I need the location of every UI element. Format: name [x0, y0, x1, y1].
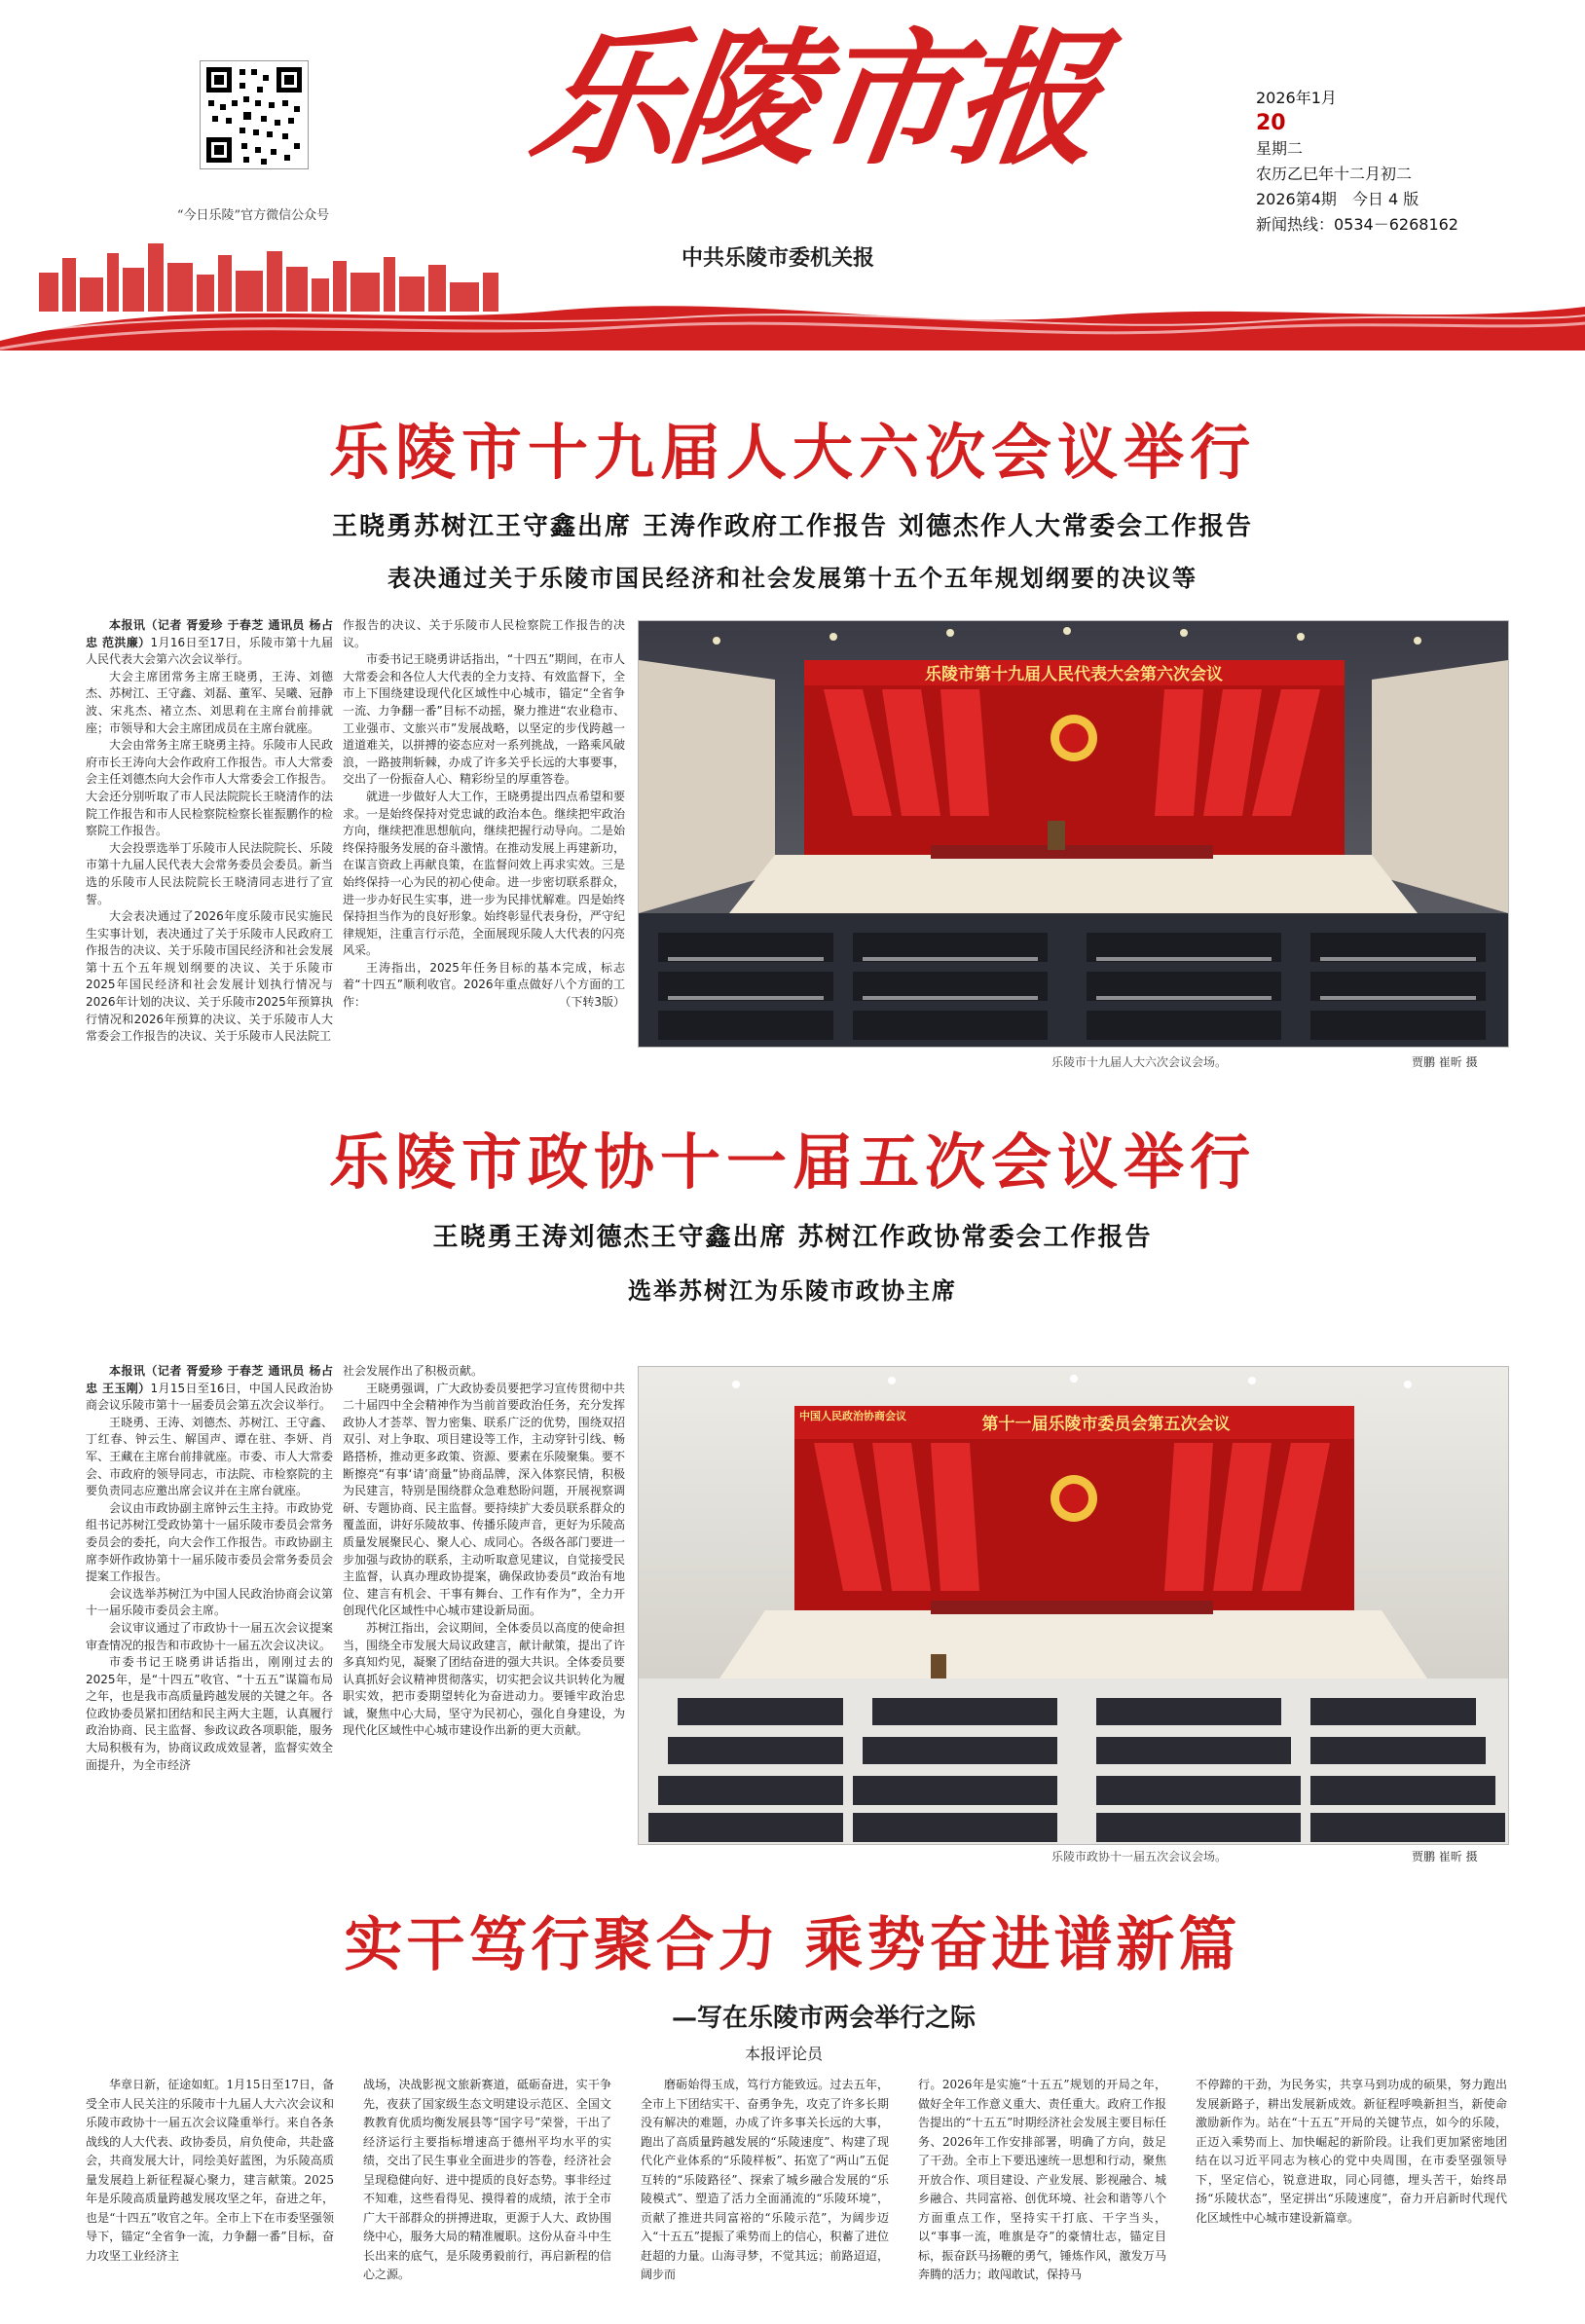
story1-photo-caption: 乐陵市十九届人大六次会议会场。 — [1051, 1055, 1228, 1069]
story1-banner: 乐陵市第十九届人民代表大会第六次会议 — [925, 665, 1223, 684]
story3-column-3 — [641, 2076, 889, 2306]
story1-paragraph: 1月16日至17日，乐陵市第十九届人民代表大会第六次会议举行。 — [86, 635, 333, 667]
story2-photo — [638, 1366, 1509, 1845]
story3-paragraph: 行。2026年是实施“十五五”规划的开局之年，做好全年工作意义重大、责任重大。政府工作报告提出的“十五五”时期经济社会发展主要目标任务、2026年工作安排部署，明确了方向，鼓足了干劲。全市上下要迅速统一思想和行动，聚焦开放合作、项目建设、产业发展、影视融合、城乡融合、共同富裕、创优环境、社会和谐等八个方面重点工作，坚持实干打底、干字当头，以“事事一流，唯旗是夺”的豪情壮志，锚定目标，振奋跃马扬鞭的勇气，锤炼作风，激发万马奔腾的活力；敢闯敢试，保持马 — [918, 2078, 1166, 2281]
story2-paragraph: 1月15日至16日，中国人民政治协商会议乐陵市第十一届委员会第五次会议举行。 — [86, 1381, 333, 1413]
story1-column-1 — [86, 617, 333, 1044]
organ-title: 中共乐陵市委机关报 — [682, 246, 875, 271]
story3-column-2 — [363, 2076, 611, 2306]
story2-photo-caption: 乐陵市政协十一届五次会议会场。 — [1051, 1850, 1228, 1863]
story3-headline: 实干笃行聚合力 乘势奋进谱新篇 — [344, 1911, 1241, 1979]
date-day: 20 — [1256, 111, 1286, 135]
cityscape-banner — [0, 234, 1585, 350]
story3-column-5 — [1196, 2076, 1507, 2306]
story1-paragraph: 就进一步做好人大工作，王晓勇提出四点希望和要求。一是始终保持对党忠诚的政治本色。继续把牢政治方向，继续把准思想航向，继续把握行动导向。二是始终保持服务发展的奋斗激情。在推动发展上再建新功，在谋言资政上再献良策，在监督问效上再求实效。三是始终保持一心为民的初心使命。进一步密切联系群众，进一步办好民生实事，进一步为民排忧解难。四是始终保持担当作为的良好形象。始终彰显代表身份，严守纪律规矩，注重言行示范，全面展现乐陵人大代表的闪亮风采。 — [343, 789, 625, 958]
story3-paragraph: 磨砺始得玉成，笃行方能致远。过去五年，全市上下团结实干、奋勇争先，攻克了许多长期没有解决的难题，办成了许多事关长远的大事，跑出了高质量跨越发展的“乐陵速度”、构建了现代化产业体系的“乐陵样板”、拓宽了“两山”五促互转的“乐陵路径”、探索了城乡融合发展的“乐陵模式”、塑造了活力全面涌流的“乐陵环境”，贡献了推进共同富裕的“乐陵示范”，为阔步迈入“十五五”提振了乘势而上的信心，积蓄了进位赶超的力量。山海寻梦，不觉其远；前路迢迢，阔步而 — [641, 2078, 889, 2281]
story1-paragraph: 大会表决通过了2026年度乐陵市民实施民生实事计划，表决通过了关于乐陵市人民政府工作报告的决议、关于乐陵市国民经济和社会发展第十五个五年规划纲要的决议、关于乐陵市2025年国民经济和社会发展计划执行情况与2026年计划的决议、关于乐陵市2025年预算执行情况和2026年预算的决议、关于乐陵市人大常委会工作报告的决议、关于乐陵市人民法院工 — [86, 909, 333, 1044]
story2-banner-left: 中国人民政治协商会议 — [799, 1410, 906, 1422]
story3-paragraph: 华章日新，征途如虹。1月15日至17日，备受全市人民关注的乐陵市十九届人大六次会议和乐陵市政协十一届五次会议隆重举行。来自各条战线的人大代表、政协委员，肩负使命，共赴盛会，共商发展大计，同绘美好蓝图，为乐陵高质量发展趋上新征程凝心聚力，建言献策。2025年是乐陵高质量跨越发展攻坚之年，奋进之年，也是“十四五”收官之年。全市上下在市委坚强领导下，锚定“全省争一流，力争翻一番”目标，奋力攻坚工业经济主 — [86, 2078, 334, 2263]
story1-photo — [638, 620, 1509, 1048]
story1-paragraph: 作报告的决议、关于乐陵市人民检察院工作报告的决议。 — [343, 618, 625, 649]
story1-paragraph: 大会投票选举丁乐陵市人民法院院长、乐陵市第十九届人民代表大会常务委员会委员。新当选的乐陵市人民法院院长王晓清同志进行了宣誓。 — [86, 840, 333, 906]
story3-column-1 — [86, 2076, 334, 2306]
story2-paragraph: 王晓勇强调，广大政协委员要把学习宣传贯彻中共二十届四中全会精神作为当前首要政治任务，充分发挥政协人才荟萃、智力密集、联系广泛的优势，围绕双招双引、对上争取、项目建设等工作，主动穿针引线、畅路搭桥，推动更多政策、资源、要素在乐陵聚集。要不断擦亮“有事‘请’商量”协商品牌，深入体察民情，积极为民建言，特别是围绕群众急难愁盼问题，开展视察调研、专题协商、民主监督。要持续扩大委员联系群众的覆盖面，讲好乐陵故事、传播乐陵声音，更好为乐陵高质量发展聚民心、聚人心、成同心。各级各部门要进一步加强与政协的联系，主动听取意见建议，自觉接受民主监督，认真办理政协提案，确保政协委员“政治有地位、建言有机会、干事有舞台、工作有作为”，全力开创现代化区域性中心城市建设新局面。 — [343, 1381, 625, 1618]
news-hotline: 新闻热线：0534－6268162 — [1256, 215, 1458, 234]
story2-subhead2: 选举苏树江为乐陵市政协主席 — [628, 1277, 957, 1305]
story2-paragraph: 社会发展作出了积极贡献。 — [343, 1364, 484, 1378]
newspaper-logo: 乐陵市报 — [521, 14, 1107, 185]
story2-column-1 — [86, 1363, 333, 1854]
story1-paragraph: 王涛指出，2025年任务目标的基本完成，标志着“十四五”顺利收官。2026年重点做好八个方面的工作： — [343, 960, 625, 1010]
story1-byline: 本报讯（记者 胥爱珍 于春芝 通讯员 杨占忠 范洪廉） — [86, 618, 333, 649]
story2-paragraph: 会议审议通过了市政协十一届五次会议提案审查情况的报告和市政协十一届五次会议决议。 — [86, 1620, 333, 1652]
story2-photo-credit: 贾鹏 崔昕 摄 — [1412, 1850, 1478, 1863]
weekday: 星期二 — [1256, 139, 1304, 158]
story1-paragraph: 市委书记王晓勇讲话指出，“十四五”期间，在市人大常委会和各位人大代表的全力支持、有效监督下，全市上下围绕建设现代化区域性中心城市，锚定“全省争一流、力争翻一番”目标不动摇，聚力推进“农业稳市、工业强市、文旅兴市”发展战略，以坚定的步伐跨越一道道难关，以拼搏的姿态应对一系列挑战，一路乘风破浪，一路披荆斩棘，办成了许多关乎长远的大事要事，交出了一份振奋人心、精彩纷呈的厚重答卷。 — [343, 652, 625, 787]
story1-paragraph: 大会主席团常务主席王晓勇，王涛、刘德杰、苏树江、王守鑫、刘磊、董军、吴曦、冠静波、宋兆杰、褚立杰、刘思莉在主席台前排就座；市领导和大会主席团成员在主席台就座。 — [86, 669, 333, 735]
story2-banner: 第十一届乐陵市委员会第五次会议 — [981, 1415, 1231, 1434]
story2-paragraph: 王晓勇、王涛、刘德杰、苏树江、王守鑫、丁红春、钟云生、解国声、谭在驻、李妍、肖军、王藏在主席台前排就座。市委、市人大常委会、市政府的领导同志，市法院、市检察院的主要负责同志应邀出席会议并在主席台就座。 — [86, 1415, 333, 1498]
story2-subhead1: 王晓勇王涛刘德杰王守鑫出席 苏树江作政协常委会工作报告 — [432, 1223, 1153, 1252]
story3-author: 本报评论员 — [745, 2045, 824, 2063]
story3-paragraph: 不停蹄的干劲，为民务实，共享马到功成的硕果，努力跑出发展新路子，耕出发展新成效。新征程呼唤新担当，新使命激励新作为。站在“十五五”开局的关键节点，如今的乐陵，正迈入乘势而上、加快崛起的新阶段。让我们更加紧密地团结在以习近平同志为核心的党中央周围，在市委坚强领导下，坚定信心，锐意进取，同心同德，埋头苦干，始终昂扬“乐陵状态”，坚定拼出“乐陵速度”，奋力开启新时代现代化区域性中心城市建设新篇章。 — [1196, 2078, 1507, 2225]
wechat-qr-code — [200, 60, 309, 169]
issue-number: 2026第4期 今日 4 版 — [1256, 190, 1419, 208]
story2-headline: 乐陵市政协十一届五次会议举行 — [328, 1126, 1256, 1198]
story2-column-2 — [343, 1363, 625, 1854]
story1-subhead2: 表决通过关于乐陵市国民经济和社会发展第十五个五年规划纲要的决议等 — [387, 565, 1198, 592]
issue-info — [1256, 86, 1480, 238]
story2-paragraph: 苏树江指出，会议期间，全体委员以高度的使命担当，围绕全市发展大局议政建言，献计献策，提出了许多真知灼见，凝聚了团结奋进的强大共识。全体委员要认真抓好会议精神贯彻落实，切实把会议共识转化为履职实效，把市委期望转化为奋进动力。要锤牢政治忠诚，聚焦中心大局，坚守为民初心，强化自身建设，为现代化区域性中心城市建设作出新的更大贡献。 — [343, 1620, 625, 1738]
story1-subhead1: 王晓勇苏树江王守鑫出席 王涛作政府工作报告 刘德杰作人大常委会工作报告 — [331, 512, 1254, 541]
story1-column-2 — [343, 617, 625, 1036]
story1-headline: 乐陵市十九届人大六次会议举行 — [328, 417, 1256, 488]
story3-column-4 — [918, 2076, 1166, 2306]
qr-caption: “今日乐陵”官方微信公众号 — [176, 208, 330, 223]
story2-paragraph: 市委书记王晓勇讲话指出，刚刚过去的2025年，是“十四五”收官、“十五五”谋篇布局之年，也是我市高质量跨越发展的关键之年。各位政协委员紧扣团结和民主两大主题，认真履行政治协商、民主监督、参政议政各项职能，服务大局积极有为，协商议政成效显著，监督实效全面提升，为全市经济 — [86, 1655, 333, 1772]
story3-subtitle: —写在乐陵市两会举行之际 — [672, 2004, 977, 2033]
lunar-date: 农历乙巳年十二月初二 — [1256, 165, 1413, 183]
date-year-month: 2026年1月 — [1256, 89, 1337, 107]
continued-note: （下转3版） — [559, 995, 625, 1010]
story1-photo-credit: 贾鹏 崔昕 摄 — [1412, 1055, 1478, 1069]
story2-paragraph: 会议选举苏树江为中国人民政治协商会议第十一届乐陵市委员会主席。 — [86, 1586, 333, 1618]
story2-paragraph: 会议由市政协副主席钟云生主持。市政协党组书记苏树江受政协第十一届乐陵市委员会常务委员会的委托，向大会作工作报告。市政协副主席李妍作政协第十一届乐陵市委员会常务委员会提案工作报告。 — [86, 1500, 333, 1584]
story1-paragraph: 大会由常务主席王晓勇主持。乐陵市人民政府市长王涛向大会作政府工作报告。市人大常委会主任刘德杰向大会作市人大常委会工作报告。大会还分别听取了市人民法院院长王晓清作的法院工作报告和市人民检察院检察长崔振鹏作的检察院工作报告。 — [86, 738, 333, 838]
story2-byline: 本报讯（记者 胥爱珍 于春芝 通讯员 杨占忠 王玉刚） — [86, 1364, 333, 1395]
story3-paragraph: 战场，决战影视文旅新赛道，砥砺奋进，实干争先，夜获了国家级生态文明建设示范区、全国文教教育优质均衡发展县等“国字号”荣誉，干出了经济运行主要指标增速高于德州平均水平的实绩，交出了民生事业全面进步的答卷，经济社会呈现稳健向好、进中提质的良好态势。事非经过不知难，这些看得见、摸得着的成绩，浓于全市广大干部群众的拼搏进取，更源于人大、政协围绕中心，服务大局的精准履职。这份从奋斗中生长出来的底气，是乐陵勇毅前行，再启新程的信心之源。 — [363, 2078, 611, 2281]
